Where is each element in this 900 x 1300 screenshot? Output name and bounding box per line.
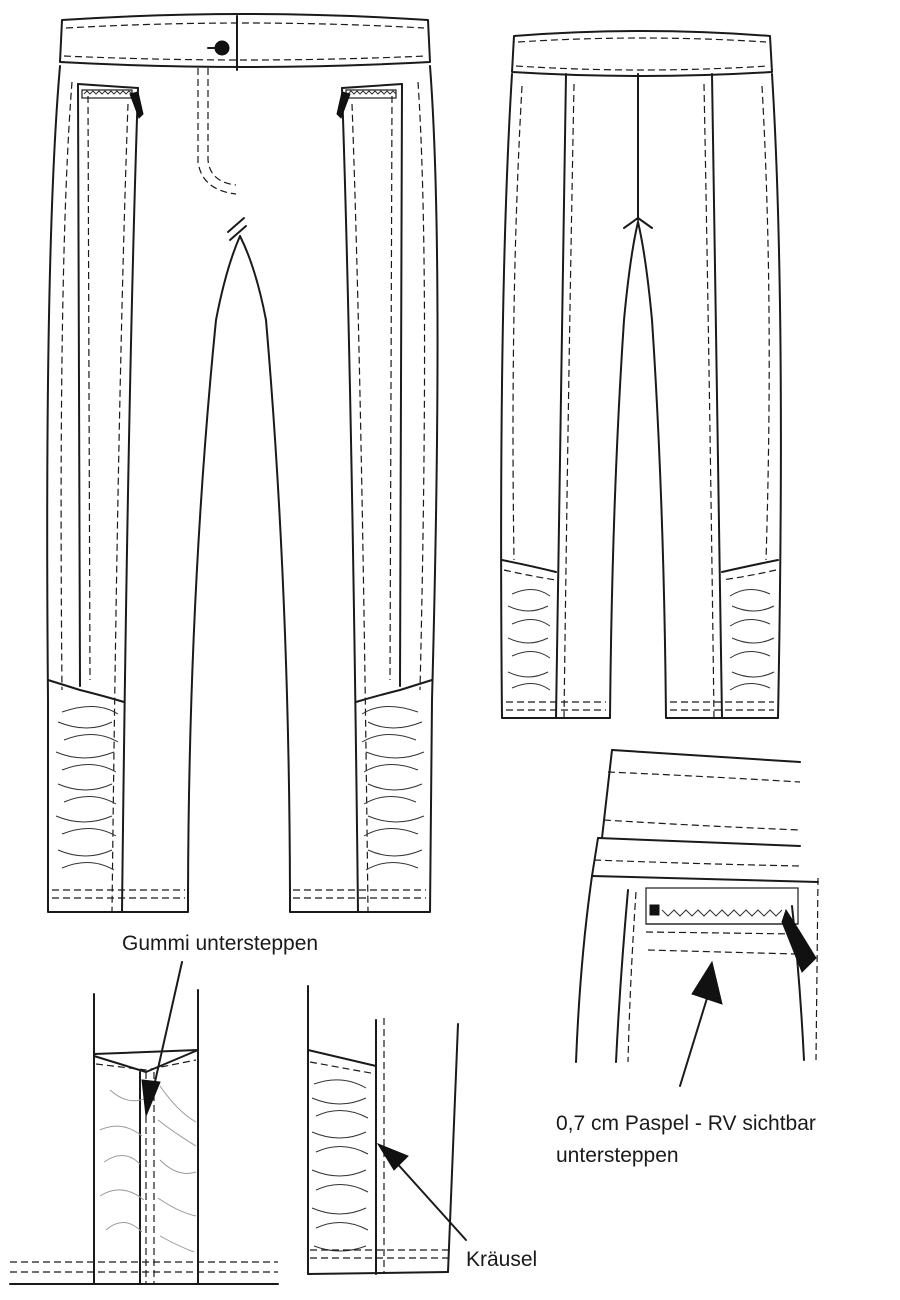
- back-view-trousers: [501, 31, 781, 718]
- front-left-side-panel: [48, 84, 143, 912]
- gathered-hem-detail: [308, 986, 466, 1274]
- label-kraeusel: Kräusel: [466, 1248, 538, 1271]
- zipper-teeth: [662, 910, 782, 916]
- back-left-gathers: [508, 589, 550, 690]
- label-paspel-line1: 0,7 cm Paspel - RV sichtbar: [556, 1112, 816, 1135]
- back-right-gathers: [730, 589, 774, 690]
- label-paspel-line2: untersteppen: [556, 1144, 679, 1167]
- front-fly: [198, 68, 246, 240]
- front-right-side-panel: [337, 84, 432, 912]
- elastic-hem-detail: [10, 962, 278, 1284]
- back-left-leg-outline: [501, 74, 638, 718]
- back-waistband: [512, 31, 772, 76]
- arrow-icon: [378, 1144, 408, 1170]
- front-waistband: [60, 14, 430, 70]
- front-view-trousers: [47, 14, 437, 912]
- zipper-pocket-detail: [576, 750, 818, 1086]
- arrow-icon: [142, 1080, 160, 1116]
- label-gummi-untersteppen: Gummi untersteppen: [122, 932, 319, 955]
- zipper-pull-icon: [782, 910, 816, 972]
- front-left-gathers: [56, 706, 118, 870]
- arrow-icon: [692, 962, 722, 1004]
- front-right-gathers: [362, 706, 424, 870]
- front-right-leg-outline: [240, 66, 438, 912]
- front-left-leg-outline: [47, 66, 240, 912]
